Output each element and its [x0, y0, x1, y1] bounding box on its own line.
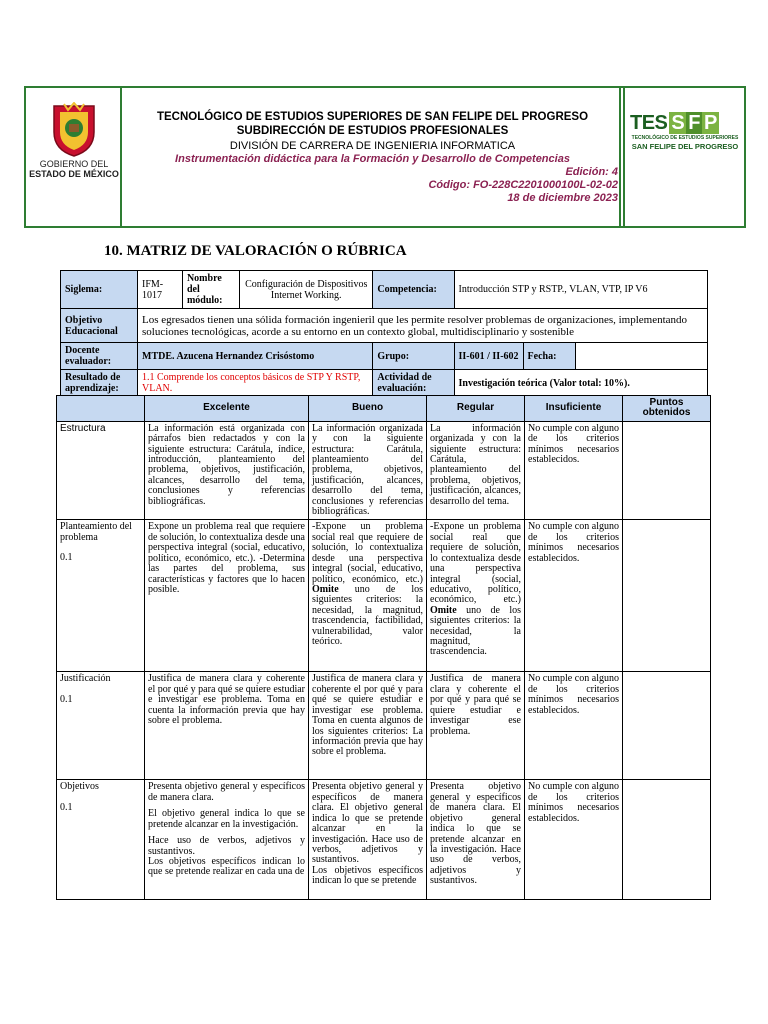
date-text: 18 de diciembre 2023 [507, 192, 618, 204]
table-row [57, 421, 711, 520]
cell-objetivos-regular: Presenta objetivo general y específicos de manera clara. El objetivo general indica lo que se pretende alcanzar en la investigación. Hace uso de verbos, adjetivos y sustantivos. [427, 780, 525, 900]
header-right-cell [623, 88, 744, 226]
docente-label: Docente evaluador: [61, 343, 138, 370]
fecha-value [576, 343, 708, 370]
rubric-header-criterion [57, 396, 145, 422]
cell-objetivos-puntos [623, 780, 711, 900]
criterion-estructura: Estructura [57, 421, 145, 520]
logo-right-sub: SAN FELIPE DEL PROGRESO [631, 142, 739, 151]
document-subtitle: Instrumentación didáctica para la Formación y Desarrollo de Competencias [175, 153, 570, 165]
cell-objetivos-excelente-2: El objetivo general indica lo que se pretende alcanzar en la investigación. [148, 808, 305, 830]
grupo-label: Grupo: [373, 343, 454, 370]
criterion-objetivos-label: Objetivos [60, 781, 99, 793]
logo-tes: TES [630, 112, 668, 134]
cell-objetivos-excelente-3: Hace uso de verbos, adjetivos y sustantivos. [148, 835, 305, 857]
criterion-planteamiento-weight: 0.1 [60, 552, 73, 564]
code-text: Código: FO-228C2201000100L-02-02 [428, 179, 618, 191]
cell-planteamiento-excelente: Expone un problema real que requiere de solución, lo contextualiza desde una perspectiva integral (social, educativo, político, económico, etc.). -Determina las partes del problema, sus características y factores que lo hacen posible. [145, 520, 309, 672]
table-row [57, 780, 711, 900]
cell-justificacion-regular: Justifica de manera clara y coherente el por qué y para qué se quiere estudiar e investigar ese problema. [427, 672, 525, 780]
edition-text: Edición: 4 [565, 166, 618, 178]
rubric-header-bueno: Bueno [309, 396, 427, 422]
actividad-value: Investigación teórica (Valor total: 10%). [454, 370, 707, 397]
grupo-value: II-601 / II-602 [454, 343, 523, 370]
cell-estructura-insuficiente: No cumple con alguno de los criterios mínimos necesarios establecidos. [525, 421, 623, 520]
estado-de-mexico-coat-of-arms-icon [50, 102, 98, 158]
criterion-planteamiento-label: Planteamiento del problema [60, 521, 132, 543]
competencia-value: Introducción STP y RSTP., VLAN, VTP, IP V6 [454, 271, 707, 309]
table-row [57, 520, 711, 672]
rubric-table [56, 395, 711, 900]
actividad-label: Actividad de evaluación: [373, 370, 454, 397]
criterion-justificacion-weight: 0.1 [60, 693, 73, 705]
rubric-header-insuficiente: Insuficiente [525, 396, 623, 422]
section-title: 10. MATRIZ DE VALORACIÓN O RÚBRICA [104, 243, 407, 259]
cell-planteamiento-bueno-pre: -Expone un problema social real que requiere de solución, lo contextualiza desde una perspectiva integral (social, educativo, político, económico, etc.) [312, 521, 423, 585]
cell-planteamiento-regular-pre: -Expone un problema social real que requiere de solución, lo contextualiza desde una perspectiva integral (social, educativo, político, económico, etc.) [430, 521, 521, 606]
division-name: DIVISIÓN DE CARRERA DE INGENIERIA INFORMATICA [229, 140, 516, 152]
institution-name: TECNOLÓGICO DE ESTUDIOS SUPERIORES DE SAN FELIPE DEL PROGRESO [156, 111, 589, 123]
cell-justificacion-bueno: Justifica de manera clara y coherente el por qué y para qué se quiere estudiar e investigar ese problema. Toma en cuenta algunos de los siguientes criterios: La información previa que hay sobre el problema. [309, 672, 427, 780]
cell-planteamiento-bueno [309, 520, 427, 672]
modulo-value: Configuración de Dispositivos Internet Working. [240, 271, 373, 309]
cell-justificacion-insuficiente: No cumple con alguno de los criterios mínimos necesarios establecidos. [525, 672, 623, 780]
cell-justificacion-puntos [623, 672, 711, 780]
resultado-label: Resultado de aprendizaje: [61, 370, 138, 397]
competencia-label: Competencia: [373, 271, 454, 309]
cell-planteamiento-puntos [623, 520, 711, 672]
fecha-label: Fecha: [523, 343, 576, 370]
cell-planteamiento-insuficiente: No cumple con alguno de los criterios mínimos necesarios establecidos. [525, 520, 623, 672]
cell-planteamiento-bueno-post: uno de los siguientes criterios: la necesidad, la magnitud, trascendencia, factibilidad, vulnerabilidad, valor teórico. [312, 583, 423, 647]
logo-s: S [671, 112, 685, 134]
modulo-label: Nombre del módulo: [182, 271, 239, 309]
cell-estructura-excelente: La información está organizada con párrafos bien redactados y con la siguiente estructura: Carátula, índice, introducción, planteamiento del problema, objetivos, justificación, alcances, desarrollo del tema, conclusiones y referencias bibliográficas. [145, 421, 309, 520]
subdirection-name: SUBDIRECCIÓN DE ESTUDIOS PROFESIONALES [236, 125, 509, 137]
cell-planteamiento-regular-bold: Omite [430, 604, 457, 616]
cell-justificacion-excelente: Justifica de manera clara y coherente el por qué y para qué se quiere estudiar e investigar ese problema. Toma en cuenta la información previa que hay sobre el problema. [145, 672, 309, 780]
cell-estructura-regular: La información organizada y con la siguiente estructura: Carátula, planteamiento del problema, objetivos, justificación, alcances, desarrollo del tema. [427, 421, 525, 520]
criterion-planteamiento [57, 520, 145, 672]
table-row [57, 672, 711, 780]
cell-objetivos-bueno [309, 780, 427, 900]
cell-objetivos-bueno-2: Los objetivos específicos indican lo que se pretende [312, 864, 423, 887]
objetivo-label: Objetivo Educacional [61, 309, 138, 343]
cell-objetivos-excelente-4: Los objetivos específicos indican lo que se pretende realizar en cada una de [148, 855, 305, 878]
logo-right-small: TECNOLÓGICO DE ESTUDIOS SUPERIORES [631, 135, 739, 141]
objetivo-value: Los egresados tienen una sólida formación ingenieril que les permite resolver problemas de organizaciones, implementando soluciones tecnológicas, acorde a su entorno en un contexto global, multidisciplinario y sostenible [138, 309, 708, 343]
cell-planteamiento-bueno-bold: Omite [312, 583, 339, 595]
cell-planteamiento-regular-post: uno de los siguientes criterios: la necesidad, la magnitud, trascendencia. [430, 604, 522, 658]
docente-value: MTDE. Azucena Hernandez Crisóstomo [138, 343, 373, 370]
criterion-objetivos-weight: 0.1 [60, 801, 73, 813]
cell-planteamiento-regular [427, 520, 525, 672]
logo-f: F [688, 112, 700, 134]
resultado-value: 1.1 Comprende los conceptos básicos de STP Y RSTP, VLAN. [138, 370, 373, 397]
cell-objetivos-bueno-1: Presenta objetivo general y específicos de manera clara. El objetivo general indica lo que se pretende alcanzar en la investigación. Hace uso de verbos, adjetivos y sustantivos. [312, 781, 423, 866]
sigla-label: Siglema: [61, 271, 138, 309]
tessfp-logo [630, 112, 719, 135]
cell-estructura-bueno: La información organizada y con la siguiente estructura: Carátula, planteamiento del problema, objetivos, justificación, alcances, desarrollo del tema, conclusiones y referencias bibliográficas. [309, 421, 427, 520]
sigla-value: IFM-1017 [138, 271, 183, 309]
rubric-header-regular: Regular [427, 396, 525, 422]
cell-estructura-puntos [623, 421, 711, 520]
cell-objetivos-excelente-1: Presenta objetivo general y específicos de manera clara. [148, 781, 305, 803]
criterion-justificacion [57, 672, 145, 780]
criterion-objetivos [57, 780, 145, 900]
info-table [60, 270, 708, 397]
logo-left-label-2: ESTADO DE MÉXICO [29, 169, 119, 179]
criterion-justificacion-label: Justificación [60, 673, 111, 685]
logo-left-label: GOBIERNO DEL [39, 159, 109, 169]
logo-p: P [703, 112, 717, 134]
rubric-header-puntos: Puntos obtenidos [623, 396, 711, 422]
cell-objetivos-excelente [145, 780, 309, 900]
cell-objetivos-insuficiente: No cumple con alguno de los criterios mínimos necesarios establecidos. [525, 780, 623, 900]
rubric-header-excelente: Excelente [145, 396, 309, 422]
